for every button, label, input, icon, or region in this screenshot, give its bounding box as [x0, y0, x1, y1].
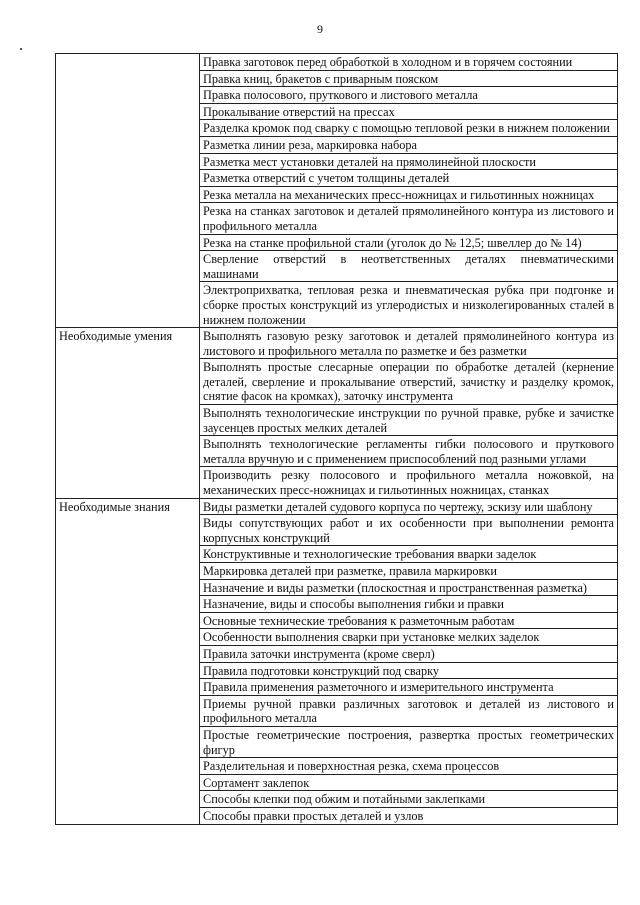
item-cell: Конструктивные и технологические требования вварки заделок: [200, 546, 618, 563]
item-cell: Простые геометрические построения, развертка простых геометрических фигур: [200, 726, 618, 757]
item-cell: Разметка линии реза, маркировка набора: [200, 136, 618, 153]
item-cell: Резка на станке профильной стали (уголок до № 12,5; швеллер до № 14): [200, 234, 618, 251]
item-cell: Прокалывание отверстий на прессах: [200, 103, 618, 120]
item-cell: Правила заточки инструмента (кроме сверл): [200, 645, 618, 662]
item-cell: Маркировка деталей при разметке, правила маркировки: [200, 563, 618, 580]
item-cell: Правка заготовок перед обработкой в холодном и в горячем состоянии: [200, 54, 618, 71]
item-cell: Правка полосового, пруткового и листового металла: [200, 87, 618, 104]
item-cell: Правила подготовки конструкций под сварку: [200, 662, 618, 679]
requirements-table: [55, 53, 618, 825]
item-cell: Разделка кромок под сварку с помощью тепловой резки в нижнем положении: [200, 120, 618, 137]
item-cell: Сортамент заклепок: [200, 774, 618, 791]
item-cell: Резка металла на механических пресс-ножницах и гильотинных ножницах: [200, 186, 618, 203]
item-cell: Способы клепки под обжим и потайными заклепками: [200, 791, 618, 808]
item-cell: Правила применения разметочного и измерительного инструмента: [200, 679, 618, 696]
item-cell: Приемы ручной правки различных заготовок и деталей из листового и профильного металла: [200, 695, 618, 726]
item-cell: Назначение и виды разметки (плоскостная и пространственная разметка): [200, 579, 618, 596]
category-cell: Необходимые знания: [56, 498, 200, 824]
item-cell: Выполнять газовую резку заготовок и деталей прямолинейного контура из листового и профильного металла по разметке и без разметки: [200, 328, 618, 359]
item-cell: Виды разметки деталей судового корпуса по чертежу, эскизу или шаблону: [200, 498, 618, 515]
item-cell: Назначение, виды и способы выполнения гибки и правки: [200, 596, 618, 613]
item-cell: Резка на станках заготовок и деталей прямолинейного контура из листового и профильного металла: [200, 203, 618, 234]
table-row: [56, 498, 618, 515]
table-row: [56, 54, 618, 71]
page-number: 9: [317, 22, 323, 36]
item-cell: Разметка мест установки деталей на прямолинейной плоскости: [200, 153, 618, 170]
item-cell: Разметка отверстий с учетом толщины деталей: [200, 170, 618, 187]
item-cell: Особенности выполнения сварки при установке мелких заделок: [200, 629, 618, 646]
table-row: [56, 328, 618, 359]
item-cell: Электроприхватка, тепловая резка и пневматическая рубка при подгонке и сборке простых конструкций из углеродистых и низколегированных сталей в нижнем положении: [200, 282, 618, 328]
category-cell: [56, 54, 200, 328]
scan-mark: [20, 48, 22, 50]
item-cell: Выполнять простые слесарные операции по обработке деталей (кернение деталей, сверление и прокалывание отверстий, зачистку и разделку кромок, снятие фасок на кромках), заточку инструмента: [200, 359, 618, 405]
item-cell: Основные технические требования к разметочным работам: [200, 612, 618, 629]
item-cell: Сверление отверстий в неответственных деталях пневматическими машинами: [200, 251, 618, 282]
item-cell: Способы правки простых деталей и узлов: [200, 807, 618, 824]
item-cell: Выполнять технологические регламенты гибки полосового и пруткового металла вручную и с применением приспособлений под разными углами: [200, 436, 618, 467]
item-cell: Производить резку полосового и профильного металла ножовкой, на механических пресс-ножницах и гильотинных ножницах, станках: [200, 467, 618, 498]
item-cell: Выполнять технологические инструкции по ручной правке, рубке и зачистке заусенцев простых мелких деталей: [200, 405, 618, 436]
item-cell: Разделительная и поверхностная резка, схема процессов: [200, 758, 618, 775]
category-cell: Необходимые умения: [56, 328, 200, 499]
item-cell: Правка книц, бракетов с приварным пояском: [200, 70, 618, 87]
item-cell: Виды сопутствующих работ и их особенности при выполнении ремонта корпусных конструкций: [200, 515, 618, 546]
